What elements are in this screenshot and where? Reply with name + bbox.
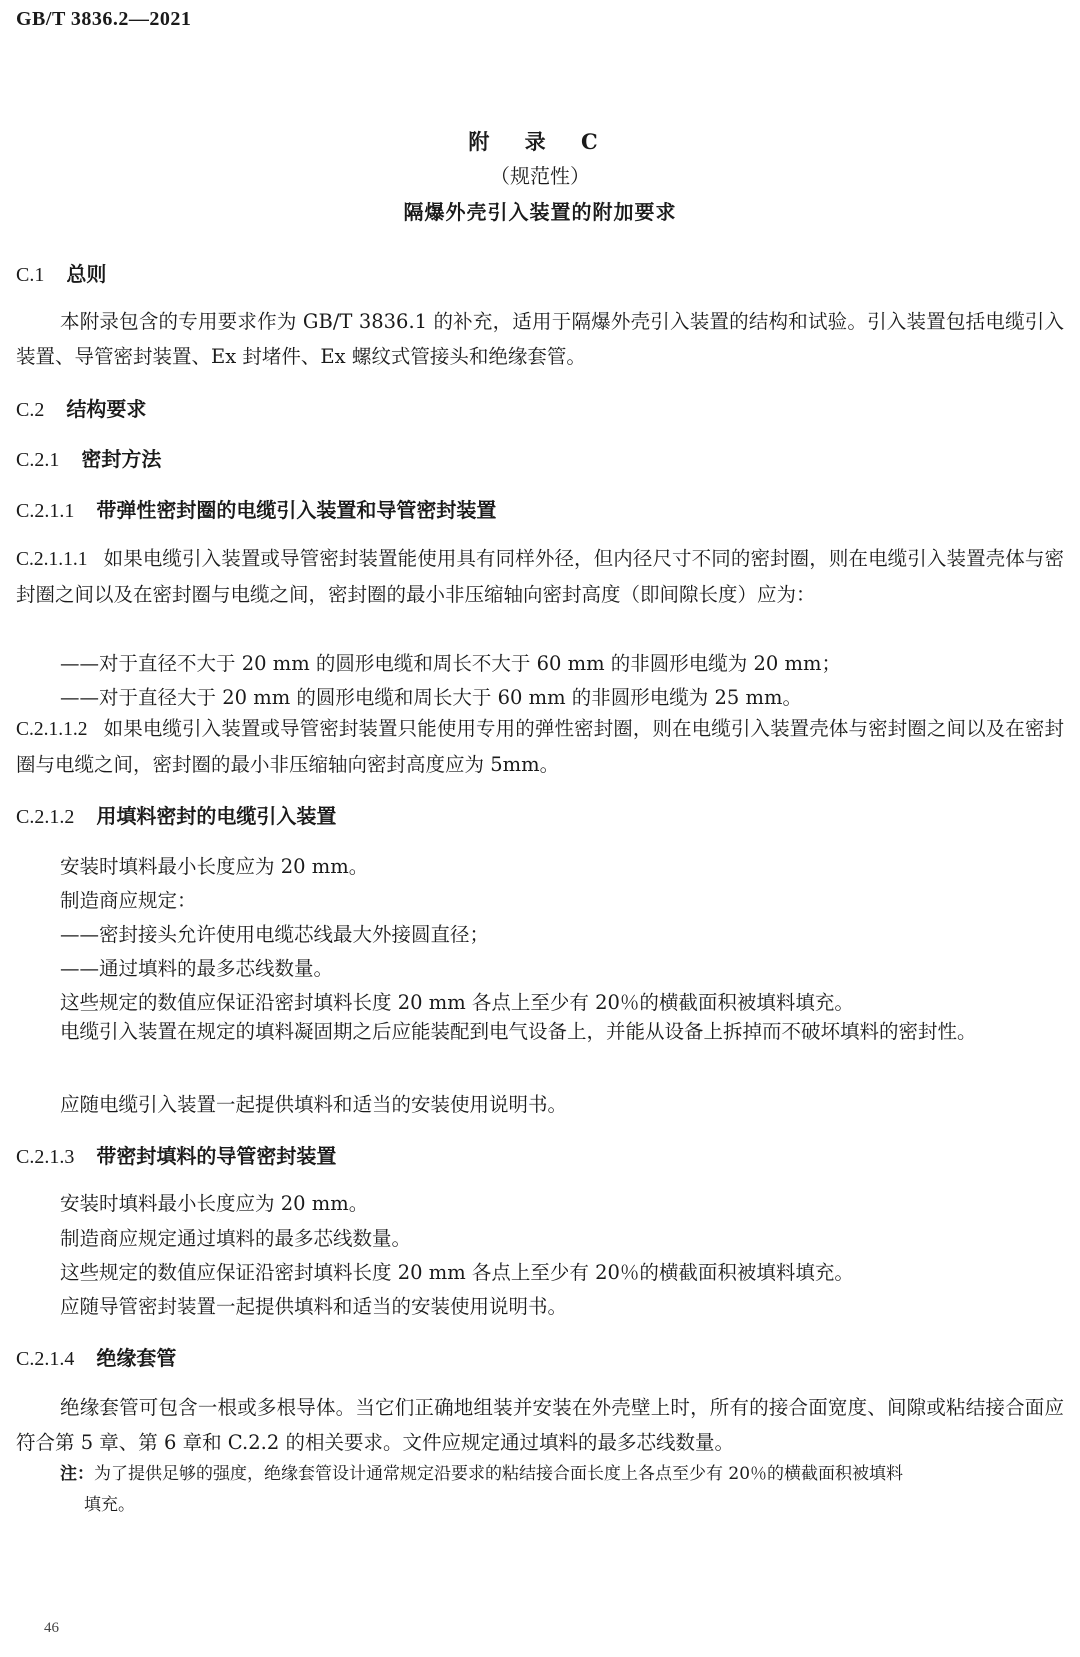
list-item: ——对于直径不大于 20 mm 的圆形电缆和周长不大于 60 mm 的非圆形电缆为 20 mm； bbox=[60, 652, 841, 675]
c212-line-7: 应随电缆引入装置一起提供填料和适当的安装使用说明书。 bbox=[60, 1093, 568, 1116]
c2112-paragraph bbox=[16, 711, 1064, 782]
section-title: 结构要求 bbox=[66, 397, 147, 421]
c213-line-2: 制造商应规定通过填料的最多芯线数量。 bbox=[60, 1227, 412, 1250]
note bbox=[60, 1459, 1064, 1521]
section-number: C.2.1.4 bbox=[16, 1348, 75, 1370]
section-c2-heading bbox=[16, 393, 146, 422]
annex-title: 附 录 C bbox=[468, 129, 612, 154]
c212-line-5: 这些规定的数值应保证沿密封填料长度 20 mm 各点上至少有 20％的横截面积被填料填充。 bbox=[60, 991, 854, 1014]
section-c214-heading bbox=[16, 1342, 176, 1371]
section-number: C.2.1.3 bbox=[16, 1146, 75, 1168]
section-title: 带弹性密封圈的电缆引入装置和导管密封装置 bbox=[96, 498, 497, 522]
c213-line-1: 安装时填料最小长度应为 20 mm。 bbox=[60, 1192, 369, 1215]
note-label: 注： bbox=[60, 1464, 94, 1484]
section-title: 总则 bbox=[66, 262, 107, 286]
c212-line-1: 安装时填料最小长度应为 20 mm。 bbox=[60, 855, 369, 878]
annex-type: （规范性） bbox=[490, 164, 590, 188]
section-c212-heading bbox=[16, 800, 336, 829]
note-continuation: 填充。 bbox=[84, 1495, 135, 1515]
section-number: C.2.1.1 bbox=[16, 500, 75, 522]
list-item: ——对于直径大于 20 mm 的圆形电缆和周长大于 60 mm 的非圆形电缆为 25 mm。 bbox=[60, 686, 802, 709]
standard-number: GB/T 3836.2—2021 bbox=[16, 8, 192, 30]
section-number: C.2.1.2 bbox=[16, 806, 75, 828]
section-c21-heading bbox=[16, 443, 161, 472]
note-text: 为了提供足够的强度，绝缘套管设计通常规定沿要求的粘结接合面长度上各点至少有 20％的横截面积被填料 bbox=[94, 1464, 904, 1484]
c2111-paragraph bbox=[16, 541, 1064, 612]
section-title: 绝缘套管 bbox=[96, 1346, 177, 1370]
c212-line-3: ——密封接头允许使用电缆芯线最大外接圆直径； bbox=[60, 923, 490, 946]
c1-paragraph: 本附录包含的专用要求作为 GB/T 3836.1 的补充，适用于隔爆外壳引入装置的结构和试验。引入装置包括电缆引入装置、导管密封装置、Ex 封堵件、Ex 螺纹式管接头和绝缘套管。 bbox=[16, 310, 1064, 368]
clause-text: 如果电缆引入装置或导管密封装置能使用具有同样外径，但内径尺寸不同的密封圈，则在电缆引入装置壳体与密封圈之间以及在密封圈与电缆之间，密封圈的最小非压缩轴向密封高度（即间隙长度）应为： bbox=[16, 547, 1064, 606]
c214-paragraph: 绝缘套管可包含一根或多根导体。当它们正确地组装并安装在外壳壁上时，所有的接合面宽度、间隙或粘结接合面应符合第 5 章、第 6 章和 C.2.2 的相关要求。文件应规定通过填料的最多芯线数量。 bbox=[16, 1396, 1064, 1454]
clause-number: C.2.1.1.1 bbox=[16, 549, 88, 570]
section-title: 用填料密封的电缆引入装置 bbox=[96, 804, 337, 828]
c213-line-4: 应随导管密封装置一起提供填料和适当的安装使用说明书。 bbox=[60, 1295, 568, 1318]
section-number: C.1 bbox=[16, 264, 45, 286]
section-number: C.2 bbox=[16, 399, 45, 421]
annex-name: 隔爆外壳引入装置的附加要求 bbox=[403, 200, 677, 224]
section-title: 密封方法 bbox=[81, 447, 162, 471]
c212-line-2: 制造商应规定： bbox=[60, 889, 197, 912]
c213-line-3: 这些规定的数值应保证沿密封填料长度 20 mm 各点上至少有 20％的横截面积被填料填充。 bbox=[60, 1261, 854, 1284]
page-number: 46 bbox=[44, 1620, 59, 1636]
section-c1-heading bbox=[16, 258, 106, 287]
clause-number: C.2.1.1.2 bbox=[16, 719, 88, 740]
section-c213-heading bbox=[16, 1140, 336, 1169]
section-c211-heading bbox=[16, 494, 496, 523]
section-number: C.2.1 bbox=[16, 449, 60, 471]
section-title: 带密封填料的导管密封装置 bbox=[96, 1144, 337, 1168]
clause-text: 如果电缆引入装置或导管密封装置只能使用专用的弹性密封圈，则在电缆引入装置壳体与密封圈之间以及在密封圈与电缆之间，密封圈的最小非压缩轴向密封高度应为 5mm。 bbox=[16, 717, 1064, 776]
c212-line-4: ——通过填料的最多芯线数量。 bbox=[60, 957, 334, 980]
c212-paragraph-6: 电缆引入装置在规定的填料凝固期之后应能装配到电气设备上，并能从设备上拆掉而不破坏填料的密封性。 bbox=[60, 1020, 977, 1043]
